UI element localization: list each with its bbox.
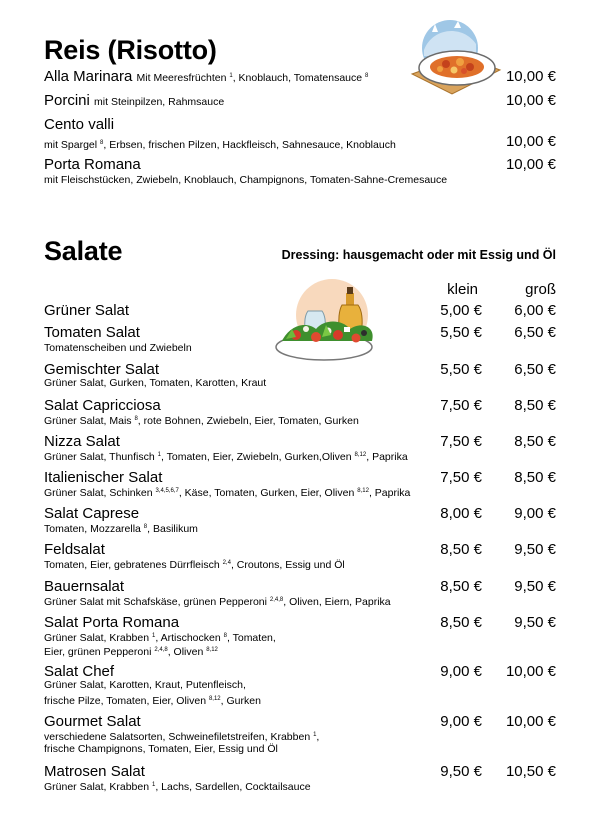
menu-item-alla-marinara [44,68,368,86]
salad-nizza: Nizza Salat [44,433,120,450]
price-large: 9,50 € [514,541,556,558]
item-detail: Grüner Salat, Karotten, Kraut, Putenfleisch, [44,679,246,691]
salate-heading: Salate [44,236,123,266]
menu-item-cento-valli: Cento valli [44,116,115,133]
menu-item-porta-romana: Porta Romana [44,156,141,173]
item-detail: mit Fleischstücken, Zwiebeln, Knoblauch, Champignons, Tomaten-Sahne-Cremesauce [44,174,448,186]
price-large: 8,50 € [514,469,556,486]
salad-caprese: Salat Caprese [44,505,140,522]
price-small: 8,50 € [440,614,482,631]
item-detail: Grüner Salat mit Schafskäse, grünen Pepperoni $^{2,4,8}$, Oliven, Eiern, Paprika [44,596,391,608]
price-small: 5,50 € [440,324,482,341]
column-header-large: groß [525,281,556,298]
item-price: 10,00 € [505,68,556,85]
price-small: 5,00 € [440,302,482,319]
risotto-plate-illustration [402,18,502,100]
item-detail: Grüner Salat, Gurken, Tomaten, Karotten, Kraut [44,377,267,389]
price-large: 6,50 € [514,324,556,341]
salad-gruener-salat: Grüner Salat [44,302,130,319]
salad-gourmet: Gourmet Salat [44,713,141,730]
price-large: 10,00 € [505,713,556,730]
salad-tomaten-salat: Tomaten Salat [44,324,140,341]
item-price: 10,00 € [505,156,556,173]
salad-feldsalat: Feldsalat [44,541,105,558]
salad-gemischter-salat: Gemischter Salat [44,361,160,378]
item-detail: mit Steinpilzen, Rahmsauce [94,96,225,108]
salad-matrosen: Matrosen Salat [44,763,145,780]
salad-bowl-illustration [272,275,390,367]
item-detail: Grüner Salat, Krabben $^1$, Artischocken $^8$, Tomaten, [44,632,276,644]
item-detail-line-2: frische Pilze, Tomaten, Eier, Oliven $^{8,12}$, Gurken [44,695,261,707]
price-small: 9,50 € [440,763,482,780]
price-small: 9,00 € [440,663,482,680]
salad-porta-romana: Salat Porta Romana [44,614,180,631]
item-detail: verschiedene Salatsorten, Schweinefiletstreifen, Krabben $^1$, [44,731,320,743]
dressing-note: Dressing: hausgemacht oder mit Essig und Öl [281,248,556,262]
price-large: 9,50 € [514,578,556,595]
item-detail-line-2: Eier, grünen Pepperoni $^{2,4,8}$, Oliven $^{8,12}$ [44,646,218,658]
risotto-heading: Reis (Risotto) [44,35,217,65]
price-small: 5,50 € [440,361,482,378]
price-large: 9,50 € [514,614,556,631]
item-detail: Tomaten, Eier, gebratenes Dürrfleisch $^{2,4}$, Croutons, Essig und Öl [44,559,345,571]
price-small: 8,00 € [440,505,482,522]
item-detail: Mit Meeresfrüchten $^1$, Knoblauch, Tomatensauce $^8$ [136,72,369,84]
price-large: 10,50 € [505,763,556,780]
salad-bauernsalat: Bauernsalat [44,578,125,595]
price-small: 7,50 € [440,397,482,414]
item-detail: Tomatenscheiben und Zwiebeln [44,342,192,354]
item-detail: Tomaten, Mozzarella $^8$, Basilikum [44,523,198,535]
item-price: 10,00 € [505,92,556,109]
price-large: 6,50 € [514,361,556,378]
price-small: 8,50 € [440,578,482,595]
item-detail: Grüner Salat, Thunfisch $^1$, Tomaten, Eier, Zwiebeln, Gurken,Oliven $^{8,12}$, Paprika [44,451,408,463]
price-large: 8,50 € [514,433,556,450]
salad-capricciosa: Salat Capricciosa [44,397,161,414]
item-detail: Grüner Salat, Krabben $^1$, Lachs, Sardellen, Cocktailsauce [44,781,311,793]
item-detail-line-2: frische Champignons, Tomaten, Eier, Essig und Öl [44,743,278,755]
item-detail: mit Spargel $^8$, Erbsen, frischen Pilzen, Hackfleisch, Sahnesauce, Knoblauch [44,139,396,151]
price-large: 8,50 € [514,397,556,414]
column-header-small: klein [447,281,478,298]
price-small: 9,00 € [440,713,482,730]
price-small: 8,50 € [440,541,482,558]
salad-italienischer: Italienischer Salat [44,469,163,486]
item-price: 10,00 € [505,133,556,150]
price-small: 7,50 € [440,469,482,486]
menu-item-porcini [44,92,224,110]
item-detail: Grüner Salat, Schinken $^{3,4,5,6,7}$, Käse, Tomaten, Gurken, Eier, Oliven $^{8,12}$, Paprika [44,487,411,499]
price-large: 6,00 € [514,302,556,319]
price-small: 7,50 € [440,433,482,450]
item-name: Porcini [44,92,90,109]
item-detail: Grüner Salat, Mais $^8$, rote Bohnen, Zwiebeln, Eier, Tomaten, Gurken [44,415,359,427]
item-name: Alla Marinara [44,68,133,85]
price-large: 9,00 € [514,505,556,522]
price-large: 10,00 € [505,663,556,680]
salad-chef: Salat Chef [44,663,115,680]
